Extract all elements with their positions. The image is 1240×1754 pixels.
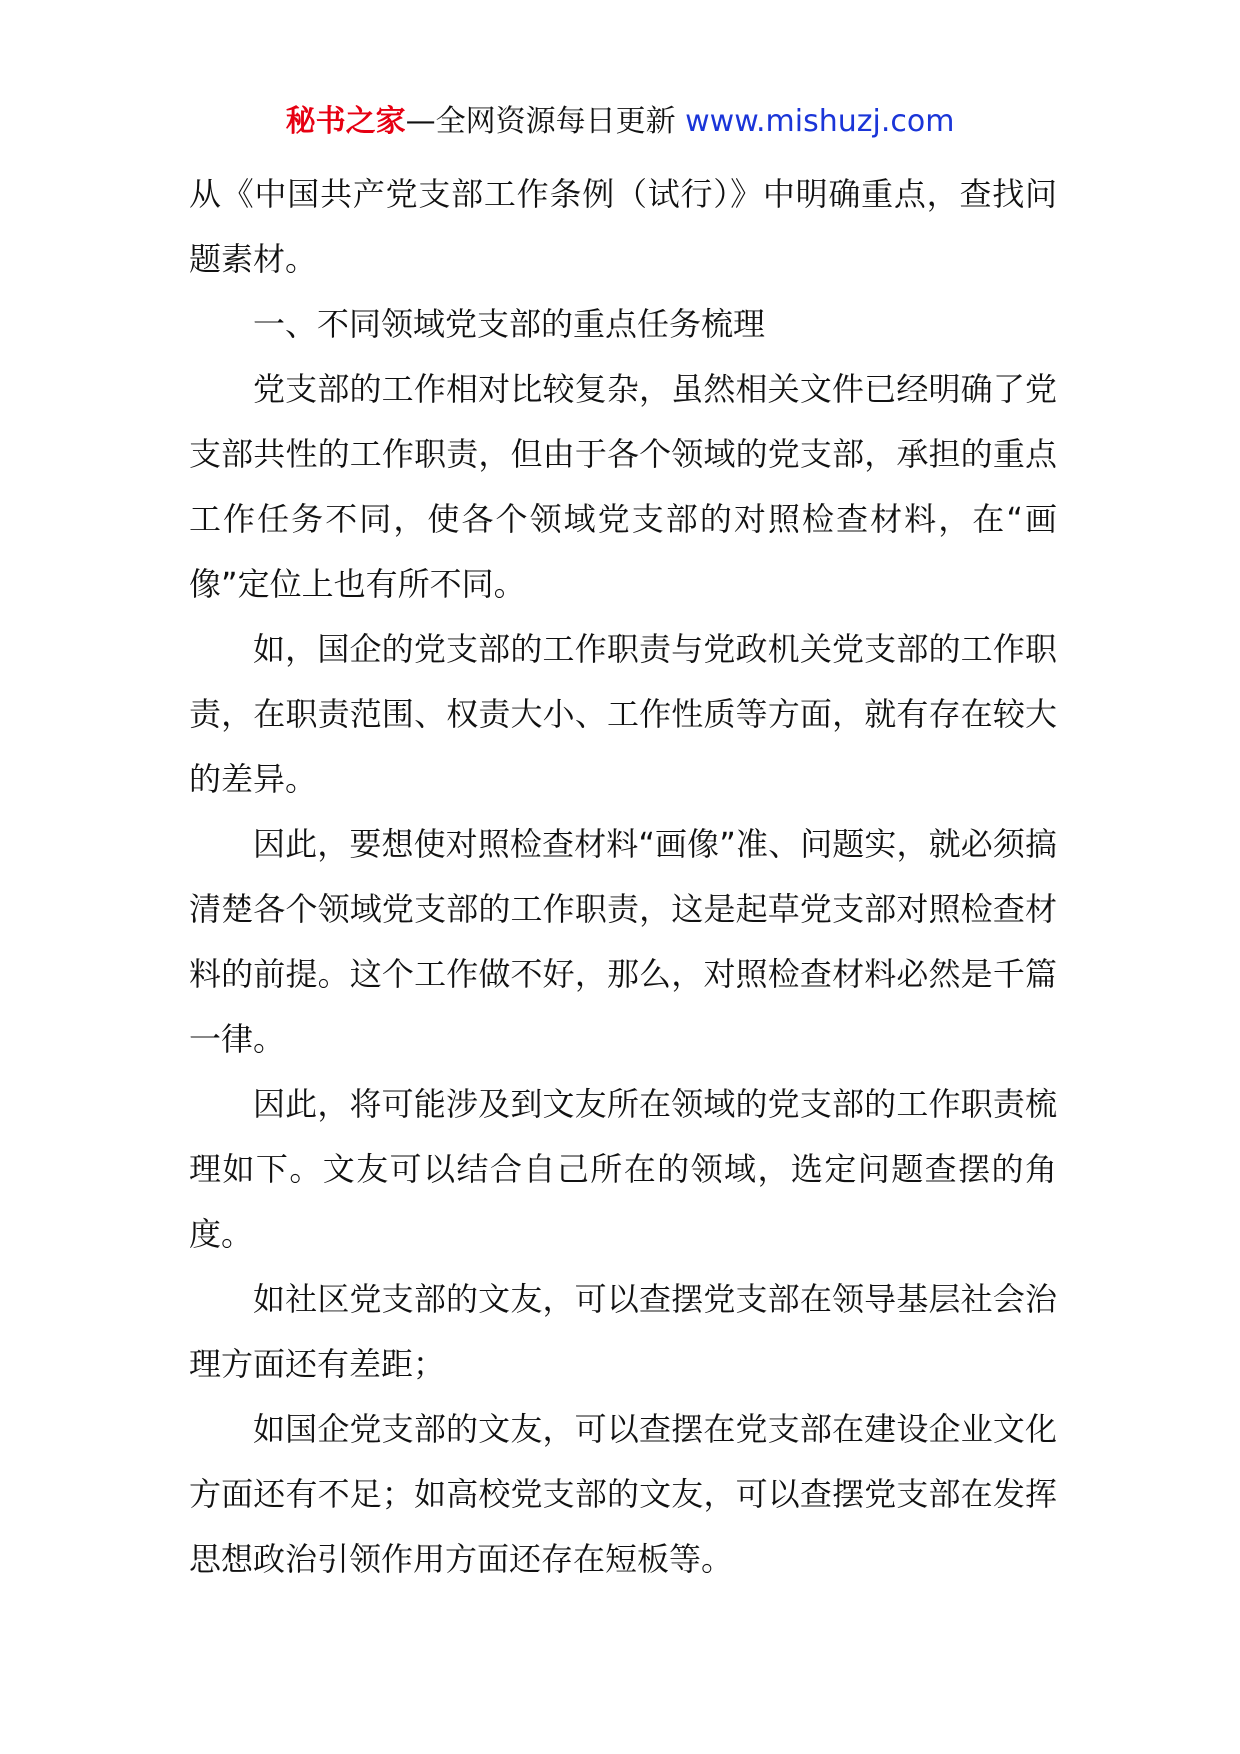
paragraph: 因此，将可能涉及到文友所在领域的党支部的工作职责梳理如下。文友可以结合自己所在的领域，选定问题查摆的角度。 <box>189 1085 1057 1253</box>
paragraph: 如国企党支部的文友，可以查摆在党支部在建设企业文化方面还有不足；如高校党支部的文友，可以查摆党支部在发挥思想政治引领作用方面还存在短板等。 <box>189 1410 1057 1578</box>
website-link[interactable]: www.mishuzj.com <box>685 104 955 139</box>
header-tagline: —全网资源每日更新 <box>405 104 686 139</box>
paragraph: 党支部的工作相对比较复杂，虽然相关文件已经明确了党支部共性的工作职责，但由于各个领域的党支部，承担的重点工作任务不同，使各个领域党支部的对照检查材料，在“画像”定位上也有所不同。 <box>189 370 1057 603</box>
document-body <box>189 162 1057 1592</box>
paragraph: 如，国企的党支部的工作职责与党政机关党支部的工作职责，在职责范围、权责大小、工作性质等方面，就有存在较大的差异。 <box>189 630 1057 798</box>
paragraph-continuation: 从《中国共产党支部工作条例（试行）》中明确重点，查找问题素材。 <box>189 175 1057 278</box>
brand-name: 秘书之家 <box>285 104 406 139</box>
page-header <box>0 98 1240 146</box>
paragraph: 因此，要想使对照检查材料“画像”准、问题实，就必须搞清楚各个领域党支部的工作职责，这是起草党支部对照检查材料的前提。这个工作做不好，那么，对照检查材料必然是千篇一律。 <box>189 825 1057 1058</box>
section-heading: 一、不同领域党支部的重点任务梳理 <box>253 305 766 343</box>
paragraph: 如社区党支部的文友，可以查摆党支部在领导基层社会治理方面还有差距； <box>189 1280 1057 1383</box>
